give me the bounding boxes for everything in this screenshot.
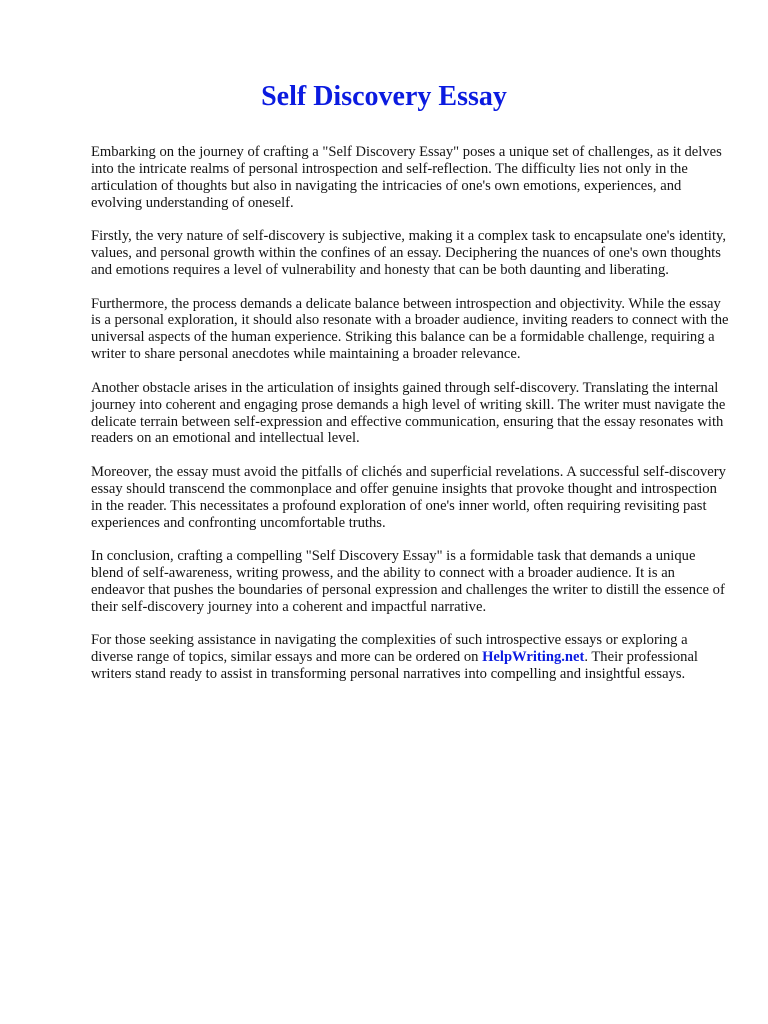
paragraph-firstly: Firstly, the very nature of self-discovery is subjective, making it a complex task to encapsulate one's identity, values, and personal growth within the confines of an essay. Deciphering the nuances of one's own thoughts and emotions requires a level of vulnerability and honesty that can be both daunting and liberating. (91, 228, 726, 279)
closing-text-after-link: . Their professional writers stand ready to assist in transforming personal narratives into compelling and insightful essays. (91, 649, 698, 683)
paragraph-moreover: Moreover, the essay must avoid the pitfalls of clichés and superficial revelations. A successful self-discovery essay should transcend the commonplace and offer genuine insights that provoke thought and introspection in the reader. This necessitates a profound exploration of one's inner world, often requiring revisiting past experiences and confronting uncomfortable truths. (91, 463, 726, 531)
paragraph-furthermore: Furthermore, the process demands a delicate balance between introspection and objectivity. While the essay is a personal exploration, it should also resonate with a broader audience, inviting readers to connect with the universal aspects of the human experience. Striking this balance can be a formidable challenge, requiring a writer to share personal anecdotes while maintaining a broader relevance. (91, 295, 729, 363)
document-body (91, 144, 731, 700)
paragraph-intro: Embarking on the journey of crafting a "Self Discovery Essay" poses a unique set of challenges, as it delves into the intricate realms of personal introspection and self-reflection. The difficulty lies not only in the articulation of thoughts but also in navigating the intricacies of one's own emotions, experiences, and evolving understanding of oneself. (91, 144, 722, 211)
paragraph-another-obstacle: Another obstacle arises in the articulation of insights gained through self-discovery. Translating the internal journey into coherent and engaging prose demands a high level of writing skill. The writer must navigate the delicate terrain between self-expression and effective communication, ensuring that the essay resonates with readers on an emotional and intellectual level. (91, 379, 726, 447)
paragraph-conclusion: In conclusion, crafting a compelling "Self Discovery Essay" is a formidable task that demands a unique blend of self-awareness, writing prowess, and the ability to connect with a broader audience. It is an endeavor that pushes the boundaries of personal expression and challenges the writer to distill the essence of their self-discovery journey into a coherent and impactful narrative. (91, 548, 725, 615)
closing-text-before-link: For those seeking assistance in navigating the complexities of such introspective essays or exploring a diverse range of topics, similar essays and more can be ordered on (91, 632, 688, 666)
helpwriting-link[interactable]: HelpWriting.net (482, 649, 585, 666)
document-title: Self Discovery Essay (261, 81, 507, 112)
paragraph-closing (91, 632, 731, 683)
